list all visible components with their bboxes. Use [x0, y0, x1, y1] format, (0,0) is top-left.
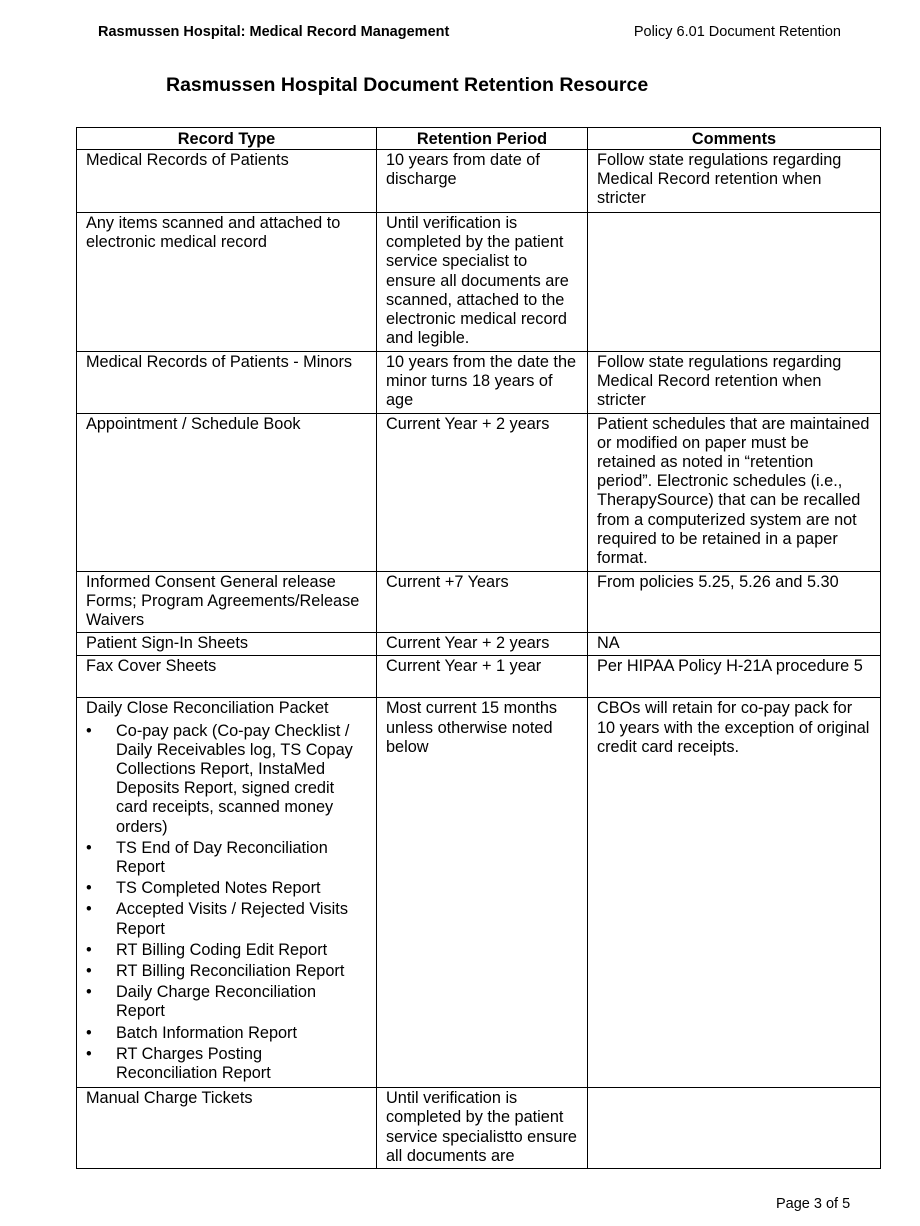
list-item: • Daily Charge Reconciliation Report [116, 983, 367, 1021]
retention-cell: Current Year + 2 years [377, 413, 588, 571]
comments-cell: Patient schedules that are maintained or modified on paper must be retained as noted in “retention period”. Electronic schedules (i.e., TherapySource) that can be recalled from a computerized system are not required to be retained in a paper format. [588, 413, 881, 571]
table-row [77, 633, 881, 656]
record-type-cell: Medical Records of Patients - Minors [77, 352, 377, 414]
comments-cell: Follow state regulations regarding Medical Record retention when stricter [588, 150, 881, 213]
comments-cell: Follow state regulations regarding Medical Record retention when stricter [588, 352, 881, 414]
table-row [77, 352, 881, 414]
list-item: • Co-pay pack (Co-pay Checklist / Daily Receivables log, TS Copay Collections Report, InstaMed Deposits Report, signed credit card receipts, scanned money orders) [116, 722, 367, 837]
list-item: • RT Billing Coding Edit Report [116, 941, 367, 960]
comments-cell: NA [588, 633, 881, 656]
comments-cell [588, 1088, 881, 1169]
table-row [77, 413, 881, 571]
column-header-record-type: Record Type [77, 128, 377, 150]
list-item: • Batch Information Report [116, 1024, 367, 1043]
table-row [77, 571, 881, 633]
packet-title: Daily Close Reconciliation Packet [86, 699, 329, 718]
table-row [77, 656, 881, 698]
list-item: • RT Billing Reconciliation Report [116, 962, 367, 981]
record-type-cell: Appointment / Schedule Book [77, 413, 377, 571]
header-left-text: Rasmussen Hospital: Medical Record Management [98, 24, 450, 40]
record-type-cell: Medical Records of Patients [77, 150, 377, 213]
record-type-cell: Manual Charge Tickets [77, 1088, 377, 1169]
table-row [77, 1088, 881, 1169]
retention-cell: Until verification is completed by the patient service specialist to ensure all documents are scanned, attached to the electronic medical record and legible. [377, 213, 588, 352]
table-row [77, 150, 881, 213]
table-row [77, 213, 881, 352]
table-header-row [77, 128, 881, 150]
list-item: • RT Charges Posting Reconciliation Report [116, 1045, 367, 1083]
retention-cell: Current Year + 1 year [377, 656, 588, 698]
record-type-cell: Informed Consent General release Forms; Program Agreements/Release Waivers [77, 571, 377, 633]
document-title: Rasmussen Hospital Document Retention Resource [166, 74, 649, 96]
packet-items-list [86, 722, 367, 1084]
list-item: • Accepted Visits / Rejected Visits Report [116, 900, 367, 938]
retention-table [76, 127, 881, 1169]
table-row [77, 698, 881, 1088]
retention-cell: 10 years from the date the minor turns 18 years of age [377, 352, 588, 414]
column-header-comments: Comments [588, 128, 881, 150]
comments-cell: From policies 5.25, 5.26 and 5.30 [588, 571, 881, 633]
record-type-cell [77, 698, 377, 1088]
list-item: • TS Completed Notes Report [116, 879, 367, 898]
list-item: • TS End of Day Reconciliation Report [116, 839, 367, 877]
comments-cell [588, 213, 881, 352]
page-header [98, 24, 841, 44]
page-number: Page 3 of 5 [776, 1196, 851, 1212]
record-type-cell: Fax Cover Sheets [77, 656, 377, 698]
comments-cell: Per HIPAA Policy H-21A procedure 5 [588, 656, 881, 698]
retention-cell: Current +7 Years [377, 571, 588, 633]
column-header-retention-period: Retention Period [377, 128, 588, 150]
retention-cell: 10 years from date of discharge [377, 150, 588, 213]
retention-cell: Most current 15 months unless otherwise noted below [377, 698, 588, 1088]
header-right-text: Policy 6.01 Document Retention [633, 24, 841, 40]
comments-cell: CBOs will retain for co-pay pack for 10 years with the exception of original credit card receipts. [588, 698, 881, 1088]
retention-cell: Current Year + 2 years [377, 633, 588, 656]
record-type-cell: Patient Sign-In Sheets [77, 633, 377, 656]
retention-cell: Until verification is completed by the patient service specialistto ensure all documents are [377, 1088, 588, 1169]
record-type-cell: Any items scanned and attached to electronic medical record [77, 213, 377, 352]
